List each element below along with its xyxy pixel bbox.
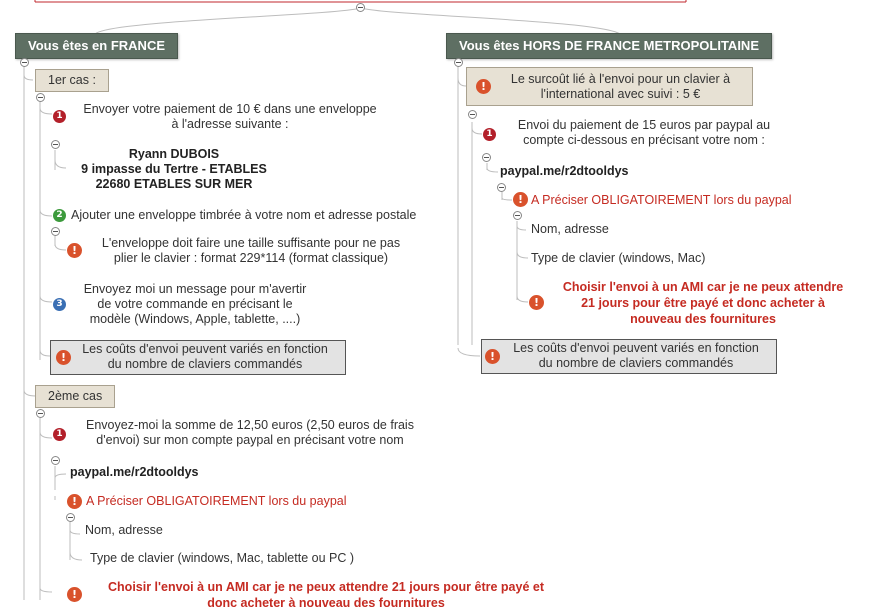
- case1-step3-text: Envoyez moi un message pour m'avertir de votre commande en précisant le modèle (Windows, Apple, tablette, ....): [83, 282, 307, 326]
- case2-paypal-toggle[interactable]: [51, 456, 60, 465]
- case-1-collapse-toggle[interactable]: [36, 93, 45, 102]
- step-1-badge: 1: [53, 110, 66, 123]
- case2-paypal-link[interactable]: paypal.me/r2dtooldys: [70, 465, 199, 479]
- abroad-cost-warning-icon: !: [485, 349, 500, 364]
- postal-address: Ryann DUBOIS 9 impasse du Tertre - ETABLES 22680 ETABLES SUR MER: [81, 147, 267, 191]
- abroad-paypal-warning: A Préciser OBLIGATOIREMENT lors du paypal: [531, 193, 792, 207]
- address-collapse-toggle[interactable]: [51, 140, 60, 149]
- surcharge-warning-icon: !: [476, 79, 491, 94]
- abroad-ami-note: Choisir l'envoi à un AMI car je ne peux attendre 21 jours pour être payé et donc acheter à nouveau des fournitures: [562, 280, 844, 326]
- abroad-keyboard-type: Type de clavier (windows, Mac): [531, 251, 706, 265]
- case2-name-address: Nom, adresse: [85, 523, 163, 537]
- cost-warning-icon: !: [56, 350, 71, 365]
- case-2-collapse-toggle[interactable]: [36, 409, 45, 418]
- france-cost-note: ! Les coûts d'envoi peuvent variés en fonction du nombre de claviers commandés: [50, 340, 346, 375]
- step-2-badge: 2: [53, 209, 66, 222]
- branch-france[interactable]: Vous êtes en FRANCE: [15, 33, 178, 59]
- abroad-step1-text: Envoi du paiement de 15 euros par paypal au compte ci-dessous en précisant votre nom :: [517, 118, 771, 147]
- case2-step1-text: Envoyez-moi la somme de 12,50 euros (2,50 euros de frais d'envoi) sur mon compte paypal en précisant votre nom: [86, 418, 414, 447]
- case2-ami-warning-icon: !: [67, 587, 82, 602]
- case2-paypal-warning: A Préciser OBLIGATOIREMENT lors du paypal: [86, 494, 347, 508]
- abroad-cost-note: ! Les coûts d'envoi peuvent variés en fonction du nombre de claviers commandés: [481, 339, 777, 374]
- case2-step-1-badge: 1: [53, 428, 66, 441]
- abroad-warning-toggle[interactable]: [497, 183, 506, 192]
- case-2-label[interactable]: 2ème cas: [35, 385, 115, 408]
- case2-ami-note: Choisir l'envoi à un AMI car je ne peux attendre 21 jours pour être payé et donc acheter à nouveau des fournitures: [108, 580, 544, 610]
- abroad-warning-icon: !: [513, 192, 528, 207]
- abroad-paypal-toggle[interactable]: [482, 153, 491, 162]
- france-collapse-toggle[interactable]: [20, 58, 29, 67]
- abroad-details-toggle[interactable]: [513, 211, 522, 220]
- case1-step1-text: Envoyer votre paiement de 10 € dans une enveloppe à l'adresse suivante :: [83, 102, 377, 131]
- case2-keyboard-type: Type de clavier (windows, Mac, tablette ou PC ): [90, 551, 355, 565]
- abroad-step-1-badge: 1: [483, 128, 496, 141]
- abroad-step-toggle[interactable]: [468, 110, 477, 119]
- envelope-warning-icon: !: [67, 243, 82, 258]
- case2-warning-icon: !: [67, 494, 82, 509]
- case-1-label[interactable]: 1er cas :: [35, 69, 109, 92]
- abroad-paypal-link[interactable]: paypal.me/r2dtooldys: [500, 164, 629, 178]
- abroad-collapse-toggle[interactable]: [454, 58, 463, 67]
- abroad-ami-warning-icon: !: [529, 295, 544, 310]
- case2-details-toggle[interactable]: [66, 513, 75, 522]
- step-3-badge: 3: [53, 298, 66, 311]
- case1-step2-text: Ajouter une enveloppe timbrée à votre nom et adresse postale: [71, 208, 417, 222]
- branch-abroad[interactable]: Vous êtes HORS DE FRANCE METROPOLITAINE: [446, 33, 772, 59]
- abroad-name-address: Nom, adresse: [531, 222, 609, 236]
- abroad-surcharge-note: ! Le surcoût lié à l'envoi pour un clavier à l'international avec suivi : 5 €: [466, 67, 753, 106]
- root-collapse-toggle[interactable]: [356, 3, 365, 12]
- envelope-warning-text: L'enveloppe doit faire une taille suffisante pour ne pas plier le clavier : format 229*114 (format classique): [101, 236, 401, 265]
- envelope-collapse-toggle[interactable]: [51, 227, 60, 236]
